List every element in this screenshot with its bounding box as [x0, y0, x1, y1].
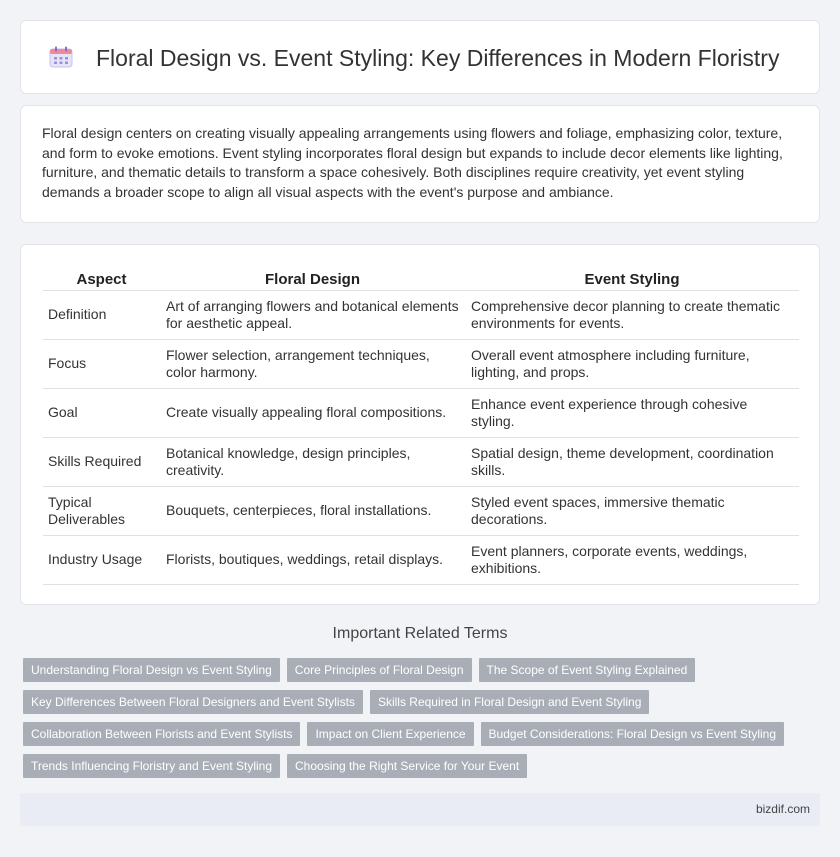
related-term-tag[interactable]: Choosing the Right Service for Your Event — [287, 754, 527, 778]
intro-card — [20, 105, 820, 223]
tag-row — [23, 722, 813, 746]
comparison-card — [20, 244, 820, 605]
table-header-row — [43, 263, 799, 291]
table-row — [43, 438, 799, 487]
related-terms — [23, 658, 813, 786]
related-term-tag[interactable]: Trends Influencing Floristry and Event Styling — [23, 754, 280, 778]
cell-floral-design: Botanical knowledge, design principles, creativity. — [160, 438, 465, 487]
cell-event-styling: Overall event atmosphere including furniture, lighting, and props. — [465, 340, 799, 389]
cell-floral-design: Create visually appealing floral compositions. — [160, 389, 465, 438]
table-row — [43, 536, 799, 585]
related-term-tag[interactable]: The Scope of Event Styling Explained — [479, 658, 696, 682]
table-row — [43, 340, 799, 389]
table-row — [43, 291, 799, 340]
cell-floral-design: Art of arranging flowers and botanical elements for aesthetic appeal. — [160, 291, 465, 340]
related-term-tag[interactable]: Impact on Client Experience — [307, 722, 473, 746]
cell-event-styling: Comprehensive decor planning to create thematic environments for events. — [465, 291, 799, 340]
cell-aspect: Focus — [43, 340, 160, 389]
cell-floral-design: Bouquets, centerpieces, floral installations. — [160, 487, 465, 536]
related-terms-title: Important Related Terms — [332, 625, 508, 642]
cell-aspect: Goal — [43, 389, 160, 438]
header-aspect: Aspect — [43, 263, 160, 291]
calendar-icon — [49, 46, 73, 68]
intro-text: Floral design centers on creating visually appealing arrangements using flowers and foliage, emphasizing color, texture, and form to evoke emotions. Event styling incorporates floral design but expands to include decor elements like lighting, furniture, and thematic details to transform a space cohesively. Both disciplines require creativity, yet event styling demands a broader scope to align all visual aspects with the event's purpose and ambiance. — [42, 125, 783, 200]
cell-aspect: Skills Required — [43, 438, 160, 487]
related-term-tag[interactable]: Key Differences Between Floral Designers and Event Stylists — [23, 690, 363, 714]
table-row — [43, 389, 799, 438]
footer — [20, 793, 820, 826]
related-term-tag[interactable]: Core Principles of Floral Design — [287, 658, 472, 682]
related-term-tag[interactable]: Budget Considerations: Floral Design vs Event Styling — [481, 722, 784, 746]
cell-aspect: Industry Usage — [43, 536, 160, 585]
cell-floral-design: Florists, boutiques, weddings, retail displays. — [160, 536, 465, 585]
cell-event-styling: Spatial design, theme development, coordination skills. — [465, 438, 799, 487]
cell-aspect: Typical Deliverables — [43, 487, 160, 536]
cell-aspect: Definition — [43, 291, 160, 340]
header-event-styling: Event Styling — [465, 263, 799, 291]
tag-row — [23, 690, 813, 714]
page-title: Floral Design vs. Event Styling: Key Differences in Modern Floristry — [96, 44, 780, 71]
cell-floral-design: Flower selection, arrangement techniques, color harmony. — [160, 340, 465, 389]
related-term-tag[interactable]: Understanding Floral Design vs Event Styling — [23, 658, 280, 682]
cell-event-styling: Styled event spaces, immersive thematic decorations. — [465, 487, 799, 536]
cell-event-styling: Enhance event experience through cohesive styling. — [465, 389, 799, 438]
tag-row — [23, 658, 813, 682]
table-row — [43, 487, 799, 536]
tag-row — [23, 754, 813, 778]
cell-event-styling: Event planners, corporate events, weddings, exhibitions. — [465, 536, 799, 585]
footer-brand[interactable]: bizdif.com — [755, 802, 810, 816]
header-floral-design: Floral Design — [160, 263, 465, 291]
comparison-table — [43, 263, 799, 585]
related-term-tag[interactable]: Skills Required in Floral Design and Event Styling — [370, 690, 649, 714]
header-card — [20, 20, 820, 94]
related-term-tag[interactable]: Collaboration Between Florists and Event Stylists — [23, 722, 300, 746]
